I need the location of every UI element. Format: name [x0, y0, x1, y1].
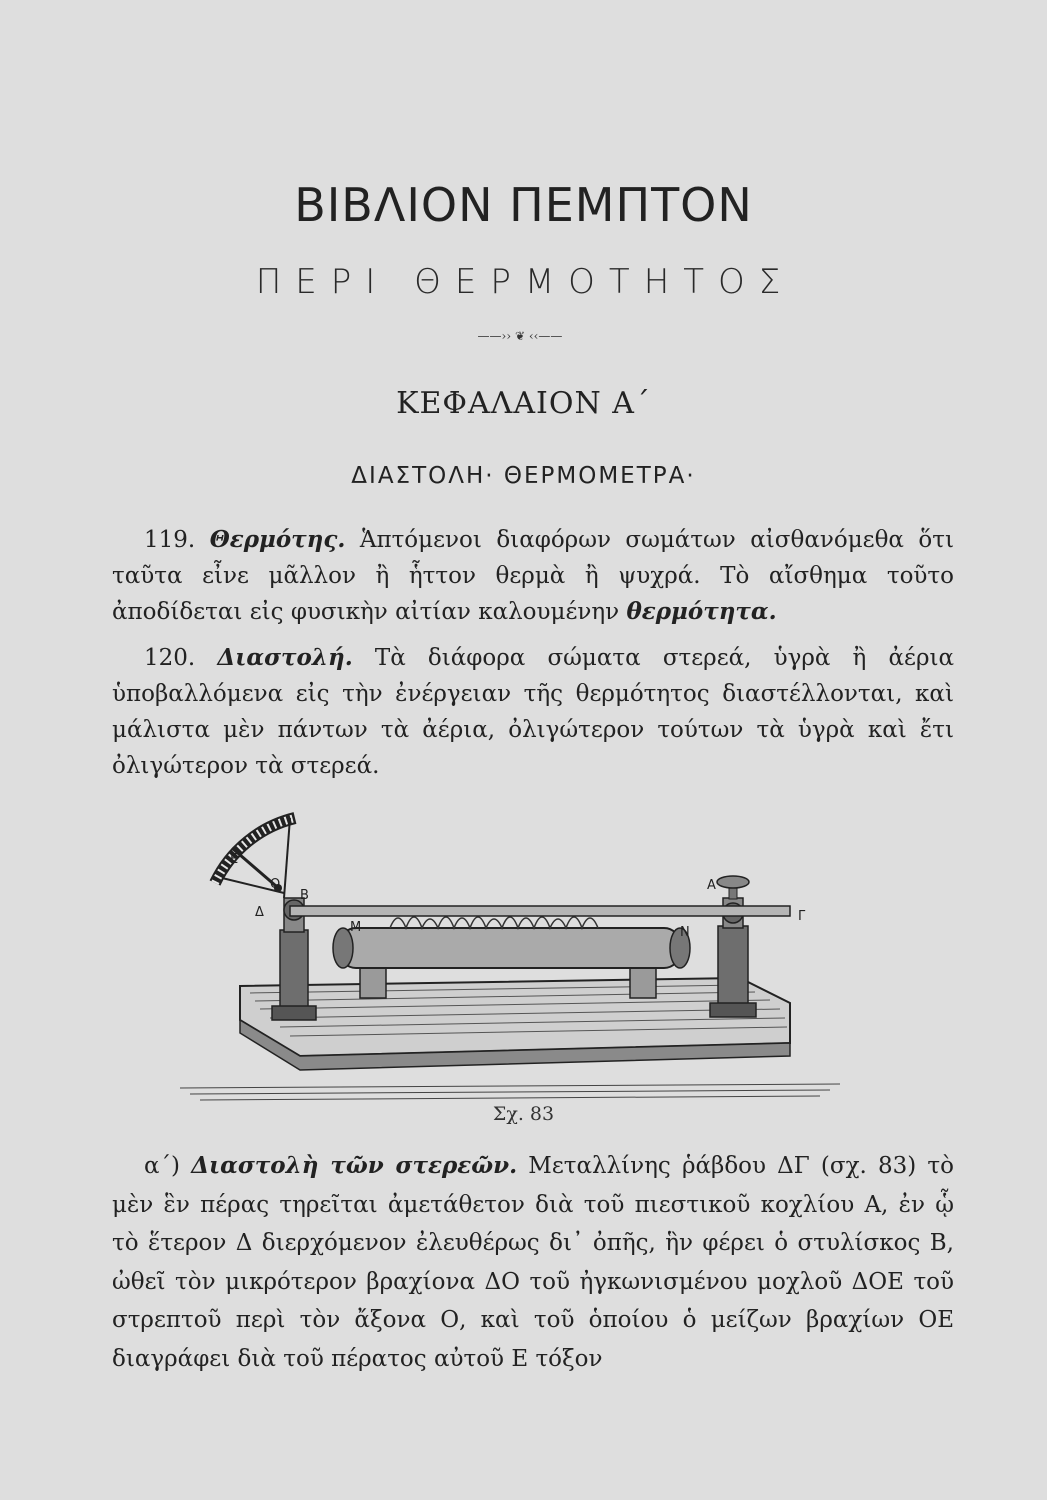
section-text: Τὰ διάφορα σώματα στερεά, ὑγρὰ ἢ ἀέρια ὑποβαλλόμενα εἰς τὴν ἐνέργειαν τῆς θερμότητος διαστέλλονται, καὶ μάλιστα μὲν πάντων τὰ ἀέρια, ὀλιγώτερον τούτων τὰ ὑγρὰ καὶ ἔτι ὀλιγώτερον τὰ στερεά. [112, 645, 955, 779]
label-G: Γ [798, 909, 806, 924]
section-heading: Θερμότης. [209, 526, 346, 553]
subsection-label: α΄) [144, 1153, 181, 1179]
flame-trough [333, 917, 690, 968]
label-O: Ο [270, 877, 281, 892]
label-B: Β [300, 888, 309, 903]
subsection-text: Μεταλλίνης ῥάβδου ΔΓ (σχ. 83) τὸ μὲν ἓν πέρας τηρεῖται ἀμετάθετον διὰ τοῦ πιεστικοῦ κοχλίου Α, ἐν ᾧ τὸ ἕτερον Δ διερχόμενον ἐλευθέρως δι᾽ ὀπῆς, ἣν φέρει ὁ στυλίσκος Β, ὠθεῖ τὸν μικρότερον βραχίονα ΔΟ τοῦ ἠγκωνισμένου μοχλοῦ ΔΟΕ τοῦ στρεπτοῦ περὶ τὸν ἄξονα Ο, καὶ τοῦ ὁποίου ὁ μείζων βραχίων ΟΕ διαγράφει διὰ τοῦ πέρατος αὐτοῦ Ε τόξον [112, 1153, 954, 1372]
label-E: Ε [230, 852, 239, 867]
chapter-heading: ΚΕΦΑΛΑΙΟΝ Α΄ [396, 386, 651, 421]
section-heading: Διαστολή. [217, 644, 353, 671]
metal-rod [290, 906, 790, 916]
section-number: 119. [144, 527, 196, 553]
expansion-apparatus-figure [180, 788, 840, 1108]
section-119 [112, 522, 954, 630]
ornament-divider: ——›› ❦ ‹‹—— [477, 329, 563, 343]
subsection-a [112, 1147, 954, 1378]
lever-and-scale [215, 818, 295, 898]
label-N: Ν [680, 925, 690, 940]
subsection-heading: Διαστολὴ τῶν στερεῶν. [191, 1152, 518, 1179]
section-text: Ἁπτόμενοι διαφόρων σωμάτων αἰσθανόμεθα ὅτι ταῦτα εἶνε μᾶλλον ἢ ἧττον θερμὰ ἢ ψυχρά. Τὸ αἴσθημα τοῦτο ἀποδίδεται εἰς φυσικὴν αἰτίαν καλουμένην [112, 527, 955, 625]
book-title: ΒΙΒΛΙΟΝ ΠΕΜΠΤΟΝ [294, 178, 753, 232]
section-term: θερμότητα. [626, 598, 777, 625]
figure-caption: Σχ. 83 [492, 1103, 555, 1125]
label-D: Δ [255, 905, 264, 920]
subject-title: ΠΕΡΙ ΘΕΡΜΟΤΗΤΟΣ [255, 262, 795, 302]
label-A: Α [707, 878, 716, 893]
chapter-subtitle: ΔΙΑΣΤΟΛΗ· ΘΕΡΜΟΜΕΤΡΑ· [351, 463, 696, 489]
section-120 [112, 640, 954, 784]
label-M: Μ [350, 920, 362, 935]
section-number: 120. [144, 645, 196, 671]
